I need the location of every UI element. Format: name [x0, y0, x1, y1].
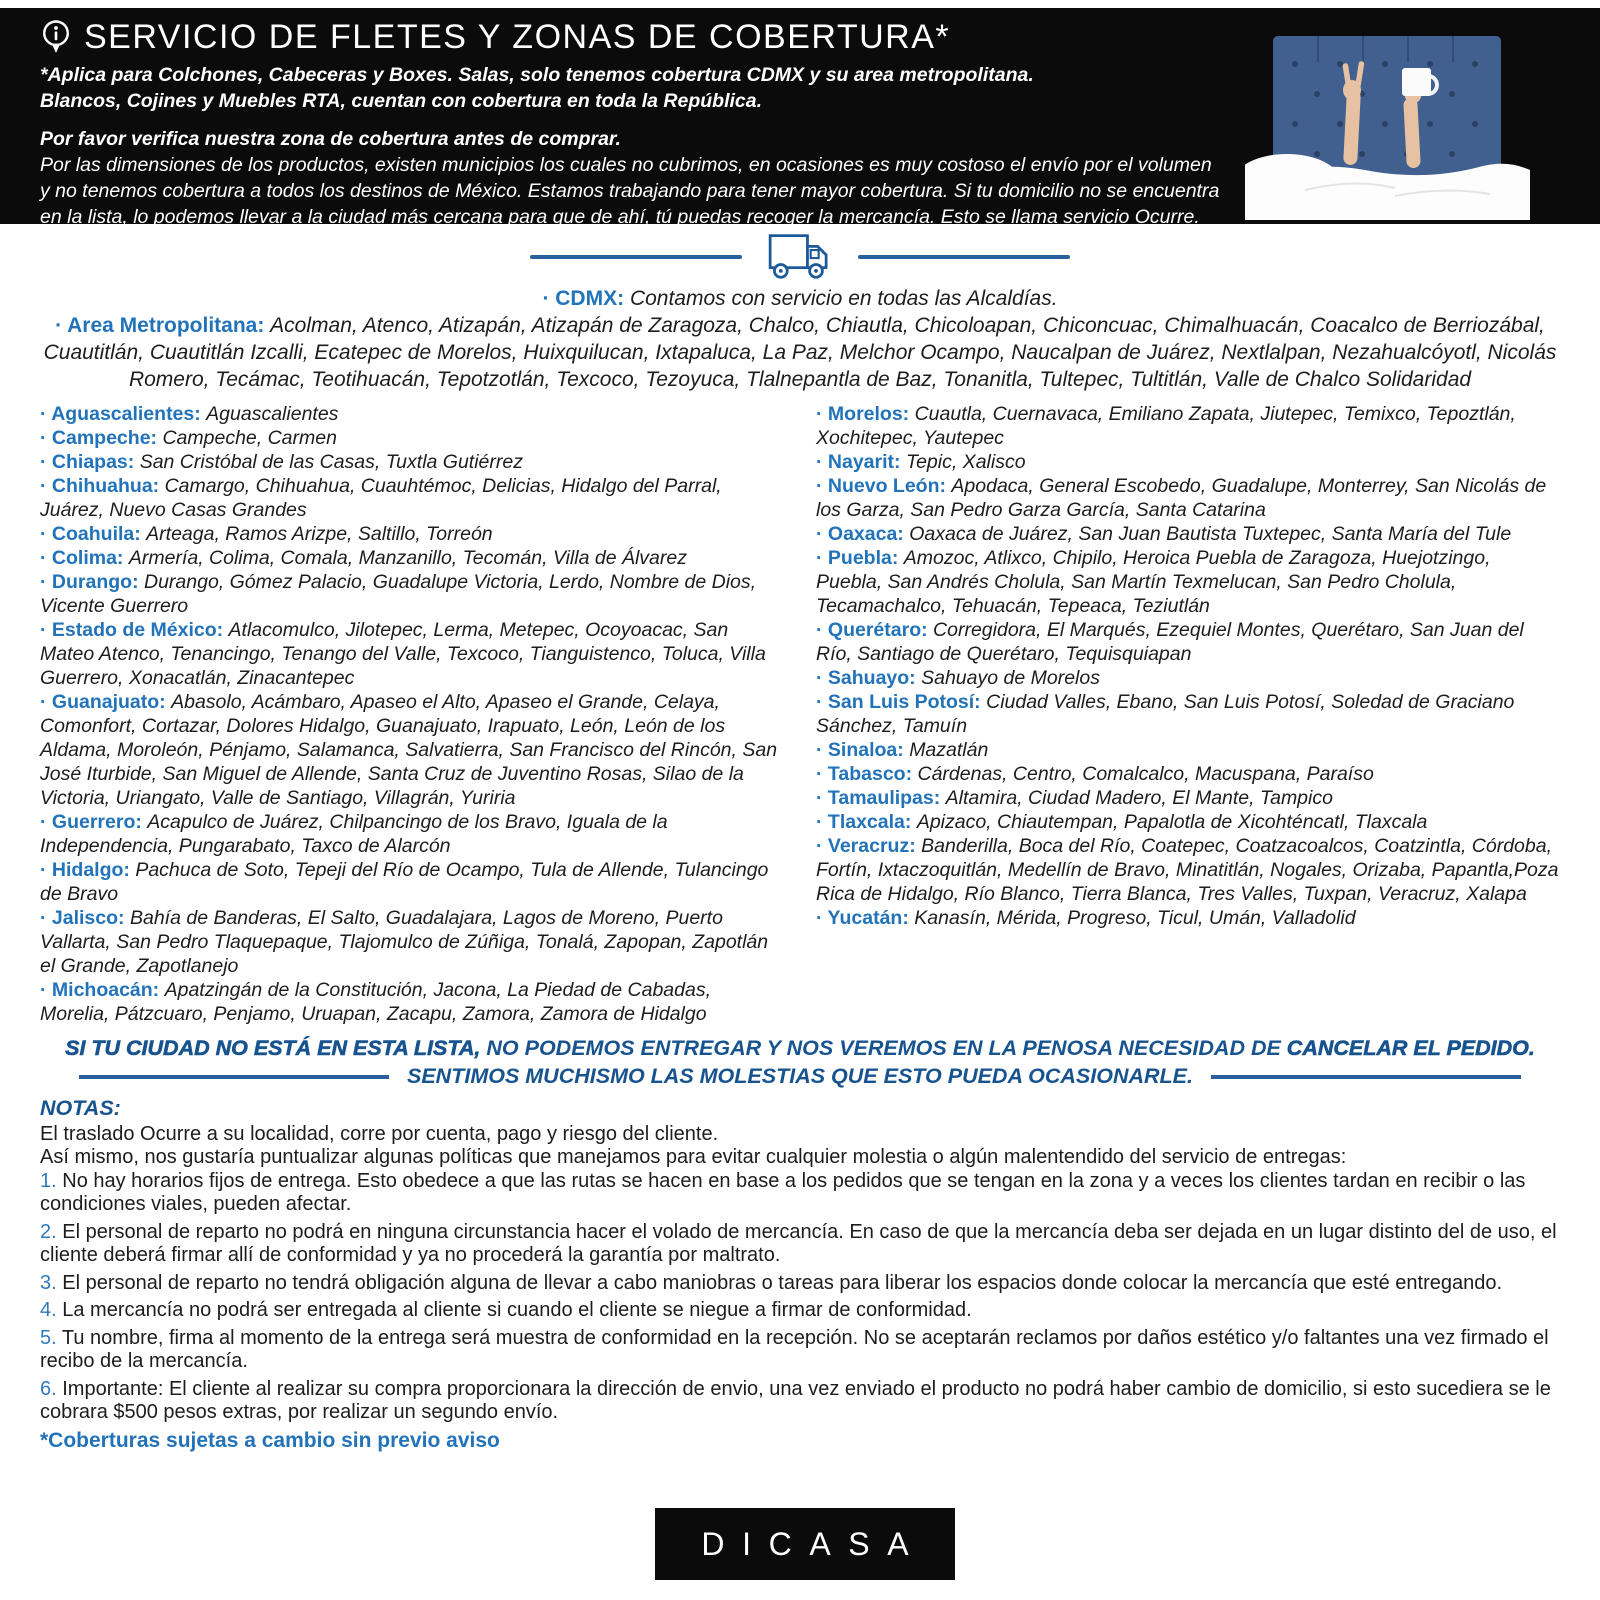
- state-label: · Puebla:: [816, 547, 899, 569]
- state-entry: [40, 450, 784, 474]
- state-entry: [40, 906, 784, 978]
- warning-part2: NO PODEMOS ENTREGAR Y NOS VEREMOS EN LA PENOSA NECESIDAD DE: [480, 1036, 1287, 1060]
- header-subtitle: [40, 62, 1225, 114]
- state-entry: [40, 522, 784, 546]
- state-label: · Colima:: [40, 547, 124, 569]
- divider-rule-left: [530, 255, 742, 259]
- warning-line1: [0, 1035, 1600, 1061]
- state-entry: [816, 666, 1560, 690]
- state-cities: Apatzingán de la Constitución, Jacona, La Piedad de Cabadas, Morelia, Pátzcuaro, Penjamo, Uruapan, Zacapu, Zamora, Zamora de Hidalgo: [40, 979, 711, 1025]
- state-cities: Bahía de Banderas, El Salto, Guadalajara, Lagos de Moreno, Puerto Vallarta, San Pedro Tlaquepaque, Tlajomulco de Zúñiga, Tonalá, Zapopan, Zapotlán el Grande, Zapotlanejo: [40, 907, 769, 977]
- note-text: El traslado Ocurre a su localidad, corre por cuenta, pago y riesgo del cliente.: [40, 1122, 719, 1145]
- state-cities: Camargo, Chihuahua, Cuauhtémoc, Delicias, Hidalgo del Parral, Juárez, Nuevo Casas Grandes: [40, 475, 722, 521]
- state-cities: Abasolo, Acámbaro, Apaseo el Alto, Apaseo el Grande, Celaya, Comonfort, Cortazar, Dolores Hidalgo, Guanajuato, Irapuato, León, León de los Aldama, Moroleón, Pénjamo, Salamanca, Salvatierra, San Francisco del Rincón, San José Iturbide, San Miguel de Allende, Santa Cruz de Juventino Rosas, Silao de la Victoria, Uriangato, Valle de Santiago, Villagrán, Yuriria: [40, 691, 778, 809]
- cdmx-label: · CDMX:: [542, 287, 625, 310]
- metro-area-line: [40, 312, 1560, 393]
- warning-rule-right: [1211, 1075, 1521, 1079]
- state-cities: Banderilla, Boca del Río, Coatepec, Coatzacoalcos, Coatzintla, Córdoba, Fortín, Ixtaczoquitlán, Medellín de Bravo, Minatitlán, Nogales, Orizaba, Papantla,Poza Rica de Hidalgo, Río Blanco, Tierra Blanca, Tres Valles, Tuxpan, Veracruz, Xalapa: [816, 835, 1559, 905]
- state-entry: [816, 738, 1560, 762]
- state-label: · Aguascalientes:: [40, 403, 201, 425]
- state-label: · Chiapas:: [40, 451, 135, 473]
- note-number: 4.: [40, 1299, 57, 1321]
- warning-line2-row: [0, 1064, 1600, 1089]
- header-verify-block: [40, 126, 1225, 230]
- states-columns: [40, 402, 1560, 1026]
- state-cities: Aguascalientes: [206, 403, 339, 425]
- state-entry: [40, 474, 784, 522]
- info-pin-icon: [40, 18, 72, 56]
- note-text: Tu nombre, firma al momento de la entrega será muestra de conformidad en la recepción. No se aceptarán reclamos por daños estético y/o faltantes una vez firmado el recibo de la mercancía.: [40, 1326, 1549, 1372]
- note-text: El personal de reparto no podrá en ninguna circunstancia hacer el volado de mercancía. En caso de que la mercancía deba ser dejada en un lugar distinto del de uso, el cliente deberá firmar allí de conformidad y ya no procederá la garantía por maltrato.: [40, 1220, 1557, 1266]
- state-cities: Altamira, Ciudad Madero, El Mante, Tampico: [945, 787, 1333, 809]
- header-verify-line: Por favor verifica nuestra zona de cobertura antes de comprar.: [40, 128, 621, 150]
- state-cities: Atlacomulco, Jilotepec, Lerma, Metepec, Ocoyoacac, San Mateo Atenco, Tenancingo, Tenango del Valle, Texcoco, Tianguistenco, Toluca, Villa Guerrero, Xonacatlán, Zinacantepec: [40, 619, 766, 689]
- state-label: · Oaxaca:: [816, 523, 904, 545]
- note-text: Así mismo, nos gustaría puntualizar algunas políticas que manejamos para evitar cualquier molestia o algún malentendido del servicio de entregas:: [40, 1146, 1347, 1168]
- state-label: · Michoacán:: [40, 979, 160, 1001]
- state-cities: Oaxaca de Juárez, San Juan Bautista Tuxtepec, Santa María del Tule: [909, 523, 1512, 545]
- dicasa-logo: [655, 1508, 955, 1580]
- state-label: · Guanajuato:: [40, 691, 166, 713]
- state-entry: [40, 858, 784, 906]
- cdmx-text: Contamos con servicio en todas las Alcaldías.: [629, 287, 1058, 310]
- state-cities: Sahuayo de Morelos: [921, 667, 1100, 689]
- state-entry: [40, 570, 784, 618]
- note-number: 3.: [40, 1271, 57, 1294]
- state-cities: Campeche, Carmen: [162, 427, 337, 449]
- state-entry: [40, 426, 784, 450]
- header-subtitle-line1: *Aplica para Colchones, Cabeceras y Boxes. Salas, solo tenemos cobertura CDMX y su area metropolitana.: [40, 64, 1034, 86]
- state-label: · Nayarit:: [816, 451, 901, 473]
- state-label: · Sinaloa:: [816, 739, 904, 761]
- state-entry: [816, 450, 1560, 474]
- state-cities: Kanasín, Mérida, Progreso, Ticul, Umán, Valladolid: [914, 907, 1356, 929]
- note-number: 6.: [40, 1377, 57, 1400]
- state-cities: San Cristóbal de las Casas, Tuxtla Gutiérrez: [139, 451, 523, 473]
- state-label: · Yucatán:: [816, 907, 909, 929]
- state-label: · Tamaulipas:: [816, 787, 941, 809]
- state-cities: Amozoc, Atlixco, Chipilo, Heroica Puebla de Zaragoza, Huejotzingo, Puebla, San Andrés Cholula, San Martín Texmelucan, San Pedro Cholula, Tecamachalco, Tehuacán, Tepeaca, Teziutlán: [816, 547, 1491, 617]
- cdmx-line: [0, 285, 1600, 312]
- header-text-block: [40, 18, 1225, 250]
- warning-part3: CANCELAR EL PEDIDO.: [1286, 1036, 1535, 1060]
- state-cities: Acapulco de Juárez, Chilpancingo de los Bravo, Iguala de la Independencia, Pungarabato, Taxco de Alarcón: [40, 811, 668, 857]
- state-cities: Durango, Gómez Palacio, Guadalupe Victoria, Lerdo, Nombre de Dios, Vicente Guerrero: [40, 571, 757, 617]
- state-cities: Arteaga, Ramos Arizpe, Saltillo, Torreón: [146, 523, 493, 545]
- state-label: · Durango:: [40, 571, 139, 593]
- warning-line2: SENTIMOS MUCHISMO LAS MOLESTIAS QUE ESTO PUEDA OCASIONARLE.: [407, 1064, 1193, 1088]
- state-label: · Hidalgo:: [40, 859, 130, 881]
- state-entry: [816, 906, 1560, 930]
- coverage-footnote: *Coberturas sujetas a cambio sin previo aviso: [40, 1428, 500, 1452]
- state-label: · Nuevo León:: [816, 475, 946, 497]
- divider-rule-right: [858, 255, 1070, 259]
- warning-block: [0, 1035, 1600, 1089]
- state-label: · Veracruz:: [816, 835, 916, 857]
- notes-section: [40, 1097, 1560, 1452]
- state-cities: Apodaca, General Escobedo, Guadalupe, Monterrey, San Nicolás de los Garza, San Pedro Garza García, Santa Catarina: [816, 475, 1547, 521]
- state-cities: Mazatlán: [909, 739, 989, 761]
- note-item: [40, 1272, 1560, 1296]
- warning-rule-left: [79, 1075, 389, 1079]
- dicasa-logo-text: DICASA: [701, 1525, 927, 1562]
- state-label: · Jalisco:: [40, 907, 125, 929]
- state-label: · Tabasco:: [816, 763, 913, 785]
- metro-cities: Acolman, Atenco, Atizapán, Atizapán de Zaragoza, Chalco, Chiautla, Chicoloapan, Chiconcuac, Chimalhuacán, Coacalco de Berriozábal, Cuautitlán, Cuautitlán Izcalli, Ecatepec de Morelos, Huixquilucan, Ixtapaluca, La Paz, Melchor Ocampo, Naucalpan de Juárez, Nextlalpan, Nezahualcóyotl, Nicolás Romero, Tecámac, Teotihuacán, Tepotzotlán, Texcoco, Tezoyuca, Tlalnepantla de Baz, Tonanitla, Tultepec, Tultitlán, Valle de Chalco Solidaridad: [43, 314, 1557, 391]
- state-label: · Guerrero:: [40, 811, 142, 833]
- state-entry: [816, 402, 1560, 450]
- state-label: · Tlaxcala:: [816, 811, 912, 833]
- state-cities: Cárdenas, Centro, Comalcalco, Macuspana, Paraíso: [917, 763, 1374, 785]
- state-cities: Cuautla, Cuernavaca, Emiliano Zapata, Jiutepec, Temixco, Tepoztlán, Xochitepec, Yautepec: [816, 403, 1516, 449]
- state-entry: [816, 762, 1560, 786]
- note-text: No hay horarios fijos de entrega. Esto obedece a que las rutas se hacen en base a los pedidos que se tengan en la zona y a veces los clientes tardan en recibir o las condiciones viales, pueden afectar.: [40, 1169, 1526, 1215]
- state-cities: Corregidora, El Marqués, Ezequiel Montes, Querétaro, San Juan del Río, Santiago de Querétaro, Tequisquiapan: [816, 619, 1524, 665]
- warning-part1: SI TU CIUDAD NO ESTÁ EN ESTA LISTA,: [65, 1036, 481, 1060]
- state-entry: [40, 690, 784, 810]
- state-entry: [816, 618, 1560, 666]
- state-entry: [816, 810, 1560, 834]
- note-item: [40, 1123, 1560, 1147]
- state-entry: [40, 546, 784, 570]
- header-subtitle-line2: Blancos, Cojines y Muebles RTA, cuentan con cobertura en toda la República.: [40, 90, 763, 112]
- state-entry: [40, 978, 784, 1026]
- bed-photo: [1245, 18, 1530, 220]
- header-body-text: Por las dimensiones de los productos, existen municipios los cuales no cubrimos, en ocasiones es muy costoso el envío por el volumen y no tenemos cobertura a todos los destinos de México. Estamos trabajando para tener mayor cobertura. Si tu domicilio no se encuentra en la lista, lo podemos llevar a la ciudad más cercana para que de ahí, tú puedas recoger la mercancía. Esto se llama servicio Ocurre.: [40, 154, 1220, 228]
- state-entry: [816, 522, 1560, 546]
- states-column-left: [40, 402, 784, 1026]
- state-entry: [816, 546, 1560, 618]
- state-cities: Tepic, Xalisco: [905, 451, 1026, 473]
- state-cities: Ciudad Valles, Ebano, San Luis Potosí, Soledad de Graciano Sánchez, Tamuín: [816, 691, 1515, 737]
- state-label: · Morelos:: [816, 403, 910, 425]
- note-number: 1.: [40, 1169, 57, 1192]
- state-label: · Querétaro:: [816, 619, 928, 641]
- metro-label: · Area Metropolitana:: [55, 314, 265, 337]
- note-number: 5.: [40, 1326, 57, 1349]
- states-column-right: [816, 402, 1560, 1026]
- state-entry: [40, 402, 784, 426]
- state-label: · Sahuayo:: [816, 667, 916, 689]
- state-cities: Armería, Colima, Comala, Manzanillo, Tecomán, Villa de Álvarez: [128, 547, 687, 569]
- state-cities: Pachuca de Soto, Tepeji del Río de Ocampo, Tula de Allende, Tulancingo de Bravo: [40, 859, 769, 905]
- state-entry: [816, 834, 1560, 906]
- note-item: [40, 1146, 1560, 1170]
- note-number: 2.: [40, 1220, 57, 1243]
- state-entry: [816, 690, 1560, 738]
- note-item: [40, 1327, 1560, 1374]
- note-item: [40, 1299, 1560, 1323]
- state-entry: [40, 810, 784, 858]
- notes-heading: NOTAS:: [40, 1096, 121, 1120]
- state-label: · Coahuila:: [40, 523, 141, 545]
- state-entry: [816, 474, 1560, 522]
- page-title-text: SERVICIO DE FLETES Y ZONAS DE COBERTURA*: [84, 18, 951, 56]
- notes-list: [40, 1123, 1560, 1425]
- header-banner: [0, 8, 1600, 228]
- note-text: La mercancía no podrá ser entregada al cliente si cuando el cliente se niegue a firmar de conformidad.: [62, 1299, 972, 1321]
- state-label: · Campeche:: [40, 427, 158, 449]
- page-title: [40, 18, 1225, 56]
- note-item: [40, 1170, 1560, 1217]
- state-label: · Estado de México:: [40, 619, 224, 641]
- note-item: [40, 1378, 1560, 1425]
- note-item: [40, 1221, 1560, 1268]
- note-text: El personal de reparto no tendrá obligación alguna de llevar a cabo maniobras o tareas para liberar los espacios donde colocar la mercancía que esté entregando.: [62, 1271, 1503, 1294]
- state-label: · San Luis Potosí:: [816, 691, 981, 713]
- state-label: · Chihuahua:: [40, 475, 160, 497]
- state-entry: [40, 618, 784, 690]
- note-text: Importante: El cliente al realizar su compra proporcionara la dirección de envio, una vez enviado el producto no podrá haber cambio de domicilio, si esto sucediera se le cobrara $500 pesos extras, por realizar un segundo envío.: [40, 1377, 1551, 1423]
- state-cities: Apizaco, Chiautempan, Papalotla de Xicohténcatl, Tlaxcala: [916, 811, 1428, 833]
- state-entry: [816, 786, 1560, 810]
